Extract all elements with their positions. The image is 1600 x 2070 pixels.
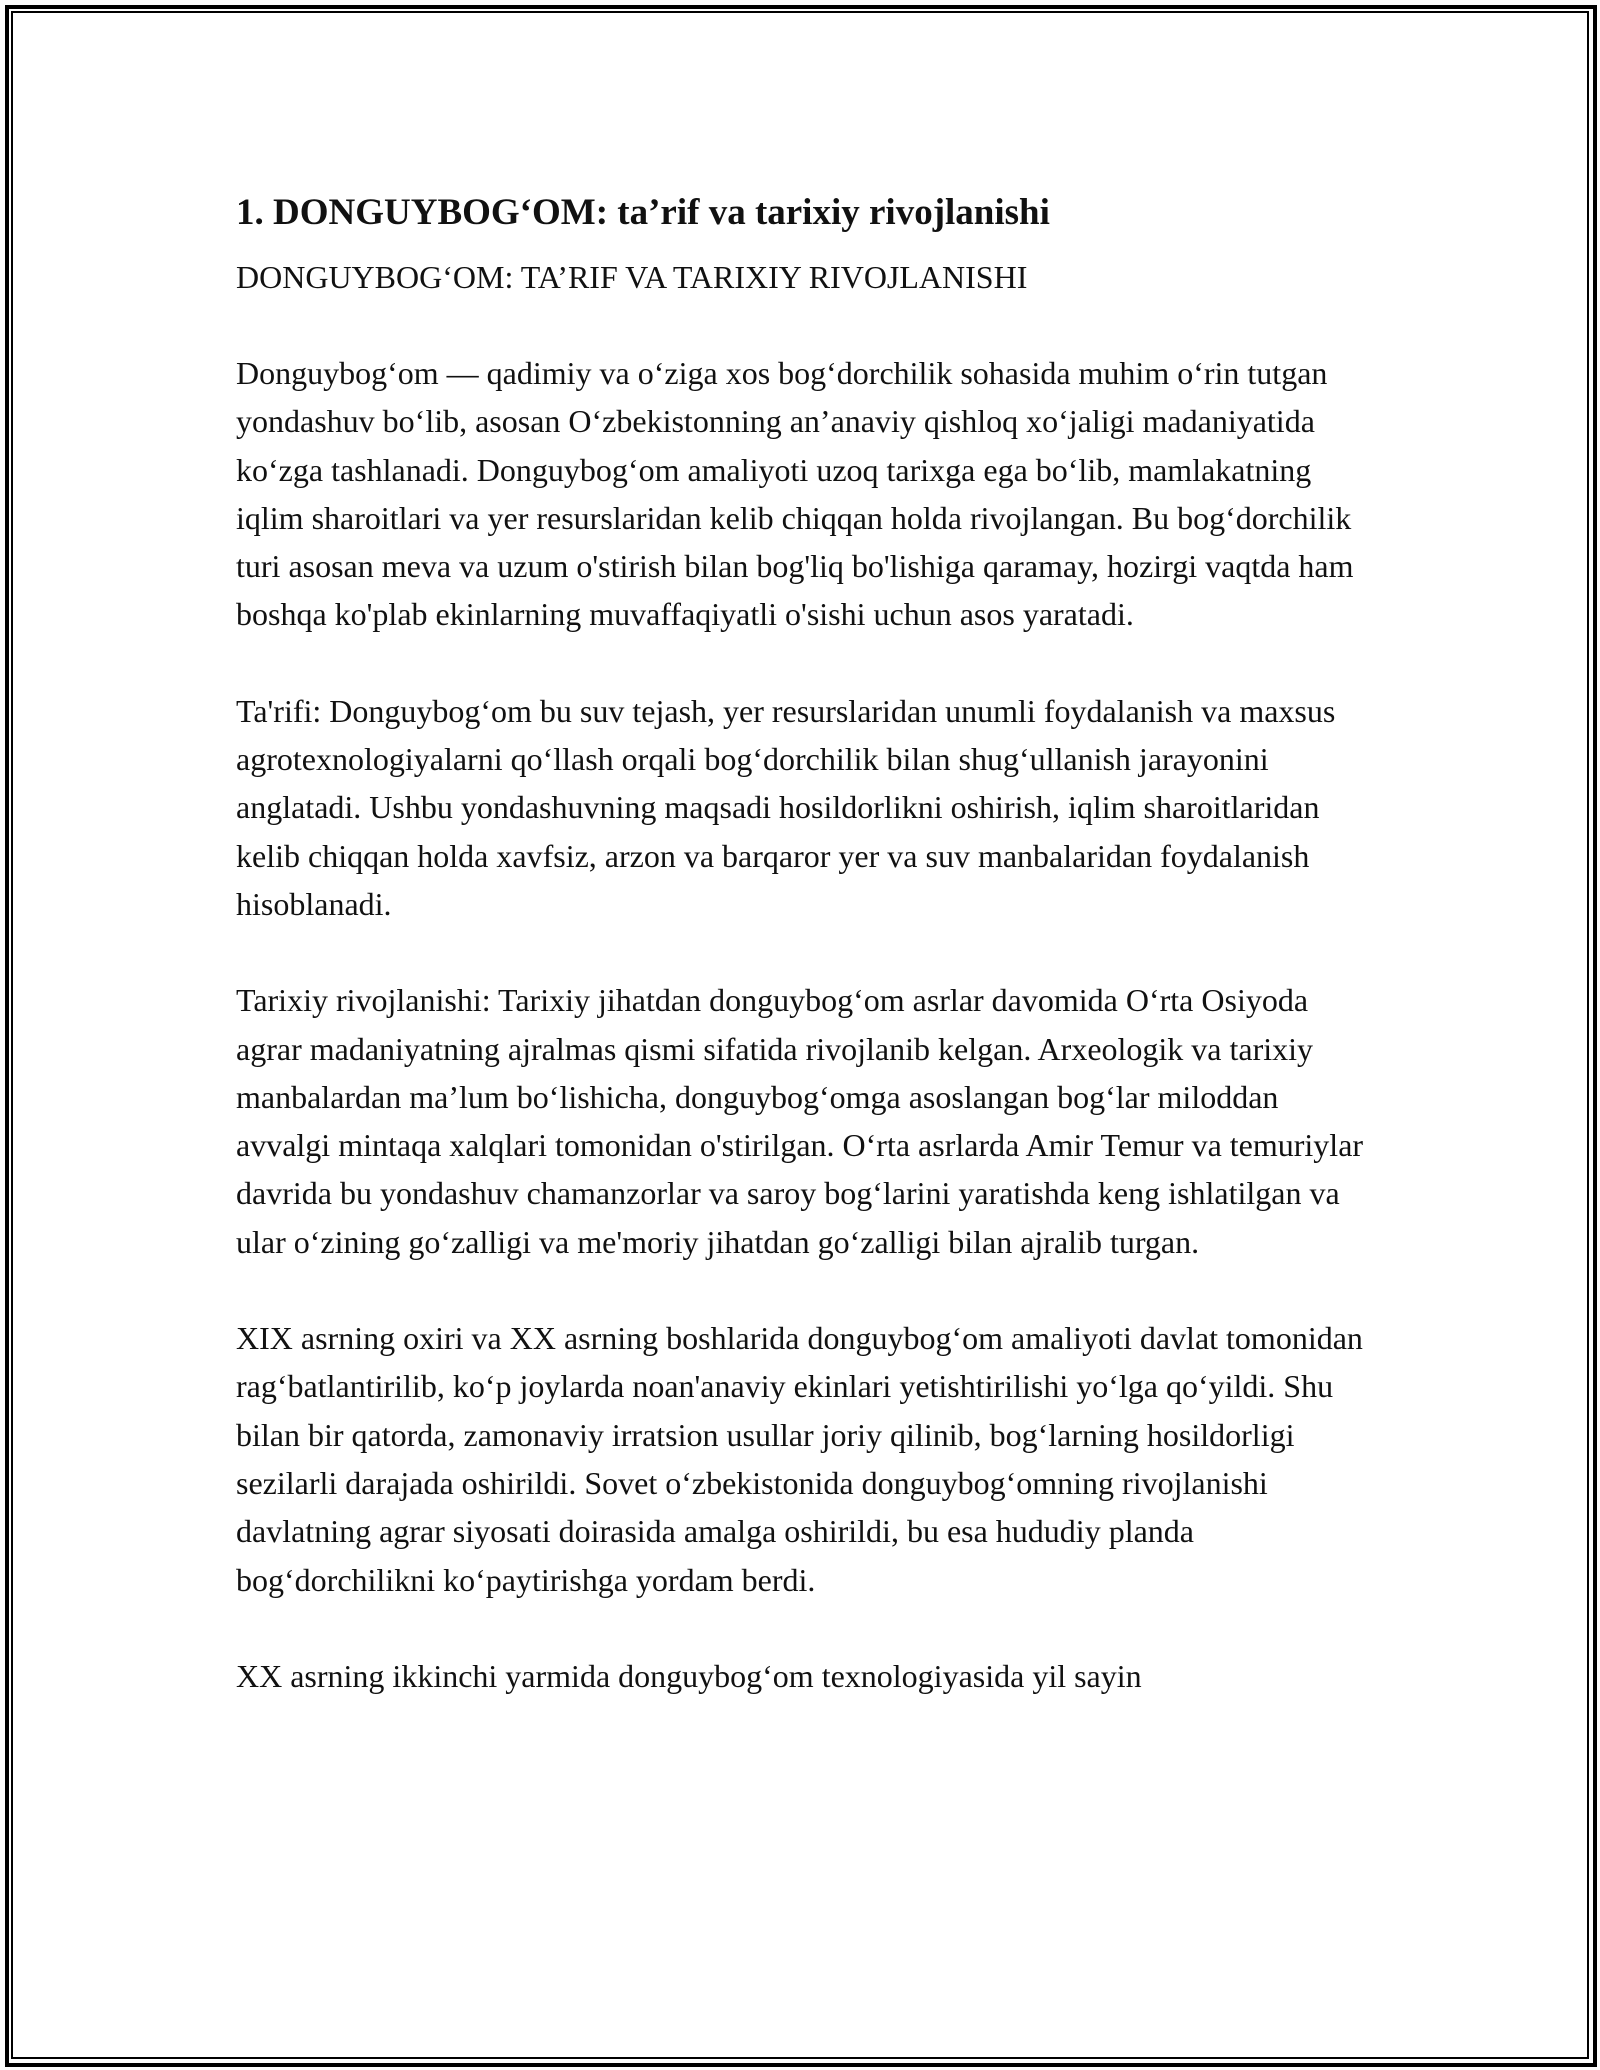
document-body	[236, 185, 1376, 1700]
paragraph-late-20th-century: XX asrning ikkinchi yarmida donguybog‘om texnologiyasida yil sayin	[236, 1657, 1142, 1694]
section-heading: 1. DONGUYBOG‘OM: ta’rif va tarixiy rivojlanishi	[236, 192, 1050, 233]
paragraph-19th-20th-century: XIX asrning oxiri va XX asrning boshlarida donguybog‘om amaliyoti davlat tomonidan rag‘batlantirilib, ko‘p joylarda noan'anaviy ekinlari yetishtirilishi yo‘lga qo‘yildi. Shu bilan bir qatorda, zamonaviy irratsion usullar joriy qilinib, bog‘larning hosildorligi sezilarli darajada oshirildi. Sovet o‘zbekistonida donguybog‘omning rivojlanishi davlatning agrar siyosati doirasida amalga oshirildi, bu esa hududiy planda bog‘dorchilikni ko‘paytirishga yordam berdi.	[236, 1320, 1363, 1598]
paragraph-introduction: Donguybog‘om — qadimiy va o‘ziga xos bog‘dorchilik sohasida muhim o‘rin tutgan yondashuv bo‘lib, asosan O‘zbekistonning an’anaviy qishloq xo‘jaligi madaniyatida ko‘zga tashlanadi. Donguybog‘om amaliyoti uzoq tarixga ega bo‘lib, mamlakatning iqlim sharoitlari va yer resurslaridan kelib chiqqan holda rivojlangan. Bu bog‘dorchilik turi asosan meva va uzum o'stirish bilan bog'liq bo'lishiga qaramay, hozirgi vaqtda ham boshqa ko'plab ekinlarning muvaffaqiyatli o'sishi uchun asos yaratadi.	[236, 355, 1354, 633]
paragraph-history: Tarixiy rivojlanishi: Tarixiy jihatdan donguybog‘om asrlar davomida O‘rta Osiyoda agrar madaniyatning ajralmas qismi sifatida rivojlanib kelgan. Arxeologik va tarixiy manbalardan ma’lum bo‘lishicha, donguybog‘omga asoslangan bog‘lar miloddan avvalgi mintaqa xalqlari tomonidan o'stirilgan. O‘rta asrlarda Amir Temur va temuriylar davrida bu yondashuv chamanzorlar va saroy bog‘larini yaratishda keng ishlatilgan va ular o‘zining go‘zalligi va me'moriy jihatdan go‘zalligi bilan ajralib turgan.	[236, 982, 1364, 1260]
paragraph-definition: Ta'rifi: Donguybog‘om bu suv tejash, yer resurslaridan unumli foydalanish va maxsus agrotexnologiyalarni qo‘llash orqali bog‘dorchilik bilan shug‘ullanish jarayonini anglatadi. Ushbu yondashuvning maqsadi hosildorlikni oshirish, iqlim sharoitlaridan kelib chiqqan holda xavfsiz, arzon va barqaror yer va suv manbalaridan foydalanish hisoblanadi.	[236, 692, 1336, 922]
section-subheading: DONGUYBOG‘OM: TA’RIF VA TARIXIY RIVOJLANISHI	[236, 259, 1028, 295]
